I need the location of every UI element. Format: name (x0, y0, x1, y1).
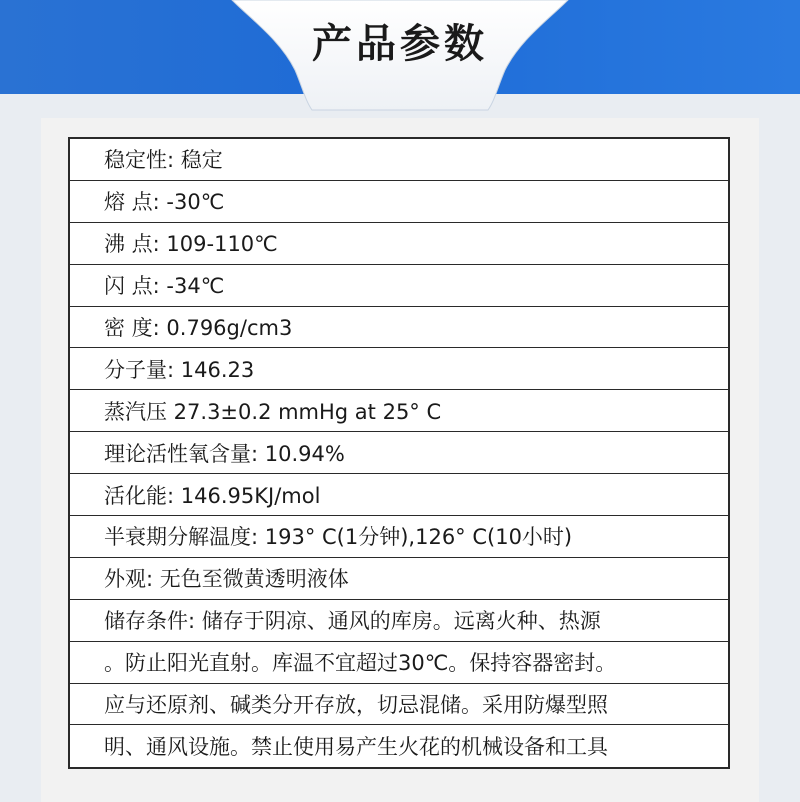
table-row: 应与还原剂、碱类分开存放，切忌混储。采用防爆型照 (70, 684, 728, 726)
table-row: 蒸汽压 27.3±0.2 mmHg at 25° C (70, 390, 728, 432)
table-row: 储存条件: 储存于阴凉、通风的库房。远离火种、热源 (70, 600, 728, 642)
table-row: 密 度: 0.796g/cm3 (70, 307, 728, 349)
table-row: 。防止阳光直射。库温不宜超过30℃。保持容器密封。 (70, 642, 728, 684)
table-row: 熔 点: -30℃ (70, 181, 728, 223)
spec-table (68, 137, 730, 769)
page-title: 产品参数 (312, 21, 488, 67)
table-row: 沸 点: 109-110℃ (70, 223, 728, 265)
table-row: 分子量: 146.23 (70, 348, 728, 390)
table-row: 理论活性氧含量: 10.94% (70, 432, 728, 474)
table-row: 半衰期分解温度: 193° C(1分钟),126° C(10小时) (70, 516, 728, 558)
table-row: 闪 点: -34℃ (70, 265, 728, 307)
table-row: 稳定性: 稳定 (70, 139, 728, 181)
table-row: 明、通风设施。禁止使用易产生火花的机械设备和工具 (104, 735, 608, 760)
table-row: 活化能: 146.95KJ/mol (70, 474, 728, 516)
table-row: 外观: 无色至微黄透明液体 (70, 558, 728, 600)
